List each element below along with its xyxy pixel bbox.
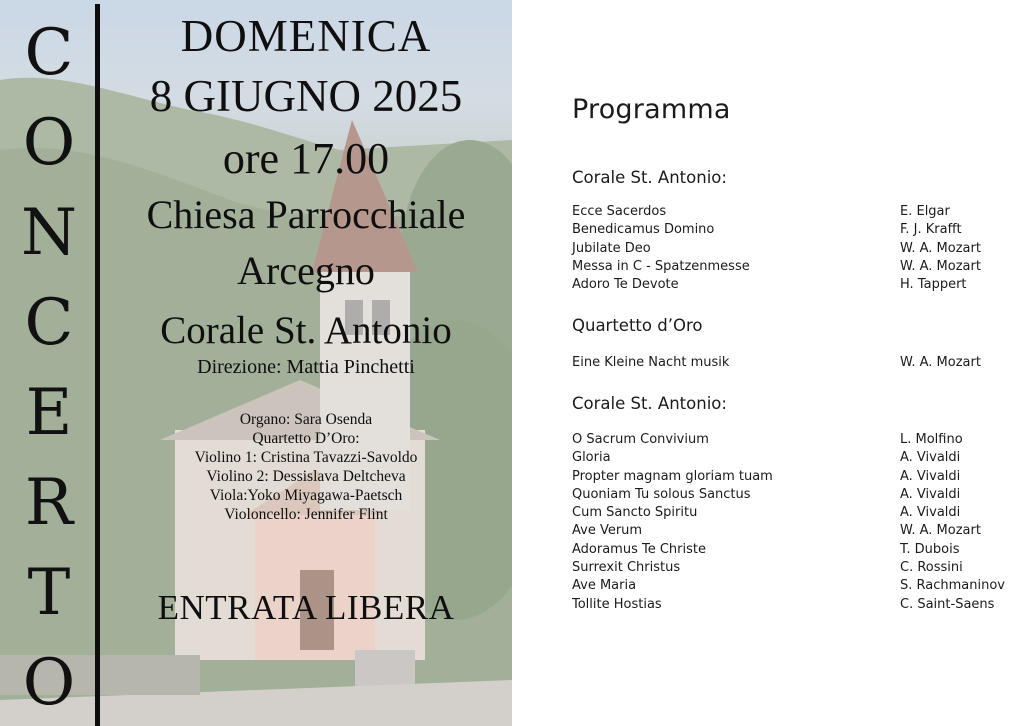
quartet-credit: Quartetto D’Oro: (252, 430, 360, 447)
composer: W. A. Mozart (900, 240, 981, 256)
work-title: Tollite Hostias (572, 596, 662, 612)
program-row (572, 431, 1022, 449)
vertical-letter: E (25, 376, 73, 450)
day-heading: DOMENICA (180, 11, 432, 61)
free-entry-notice: ENTRATA LIBERA (157, 588, 455, 627)
program-title: Programma (572, 94, 731, 125)
work-title: Propter magnam gloriam tuam (572, 468, 773, 484)
work-title: Benedicamus Domino (572, 222, 715, 238)
composer: E. Elgar (900, 204, 950, 219)
vertical-letter: C (24, 16, 74, 90)
work-title: Messa in C - Spatzenmesse (572, 258, 750, 274)
section-heading: Corale St. Antonio: (572, 394, 727, 413)
violin2-credit: Violino 2: Dessislava Deltcheva (206, 468, 406, 485)
composer: L. Molfino (900, 432, 963, 447)
composer: A. Vivaldi (900, 486, 961, 502)
program-row (572, 541, 1022, 559)
program-row (572, 240, 1022, 258)
composer: W. A. Mozart (900, 523, 981, 539)
program-list (572, 203, 1022, 294)
program-row (572, 522, 1022, 540)
vertical-letter: T (27, 556, 71, 630)
work-title: Adoro Te Devote (572, 277, 679, 293)
organ-credit: Organo: Sara Osenda (239, 411, 373, 428)
composer: C. Rossini (900, 560, 963, 576)
program-row (572, 449, 1022, 467)
program-row (572, 559, 1022, 577)
composer: C. Saint-Saens (900, 596, 995, 612)
program-row (572, 221, 1022, 239)
work-title: Surrexit Christus (572, 560, 681, 576)
program-list (572, 354, 1022, 372)
concerto-vertical-title (8, 18, 90, 718)
program-row (572, 468, 1022, 486)
program-panel (512, 0, 1024, 726)
program-row (572, 354, 1022, 372)
vertical-letter: O (22, 646, 76, 720)
venue-line-2: Arcegno (237, 248, 375, 293)
violin1-credit: Violino 1: Cristina Tavazzi-Savoldo (194, 449, 418, 466)
composer: A. Vivaldi (900, 468, 961, 484)
work-title: O Sacrum Convivium (572, 432, 709, 447)
composer: W. A. Mozart (900, 258, 981, 274)
viola-credit: Viola:Yoko Miyagawa-Paetsch (209, 487, 403, 504)
vertical-letter: C (24, 286, 74, 360)
choir-name: Corale St. Antonio (160, 309, 452, 352)
work-title: Jubilate Deo (572, 240, 651, 256)
composer: H. Tappert (900, 277, 967, 293)
direction-line: Direzione: Mattia Pinchetti (197, 356, 415, 378)
composer: F. J. Krafft (900, 222, 962, 238)
program-row (572, 577, 1022, 595)
program-row (572, 203, 1022, 221)
composer: A. Vivaldi (900, 450, 961, 466)
program-row (572, 276, 1022, 294)
venue-line-1: Chiesa Parrocchiale (146, 192, 466, 237)
date-heading: 8 GIUGNO 2025 (149, 71, 463, 121)
program-row (572, 596, 1022, 614)
work-title: Adoramus Te Christe (572, 541, 706, 557)
program-row (572, 486, 1022, 504)
work-title: Ave Verum (572, 523, 643, 539)
composer: S. Rachmaninov (900, 578, 1005, 594)
vertical-letter: R (24, 466, 74, 540)
work-title: Gloria (572, 450, 611, 466)
section-heading: Corale St. Antonio: (572, 168, 727, 187)
work-title: Ecce Sacerdos (572, 204, 667, 219)
program-row (572, 504, 1022, 522)
work-title: Ave Maria (572, 578, 637, 594)
composer: W. A. Mozart (900, 355, 981, 370)
composer: T. Dubois (900, 541, 960, 557)
work-title: Quoniam Tu solous Sanctus (572, 486, 751, 502)
vertical-letter: O (22, 106, 76, 180)
work-title: Eine Kleine Nacht musik (572, 355, 730, 370)
program-row (572, 258, 1022, 276)
work-title: Cum Sancto Spiritu (572, 505, 698, 521)
vertical-letter: N (21, 196, 77, 270)
cello-credit: Violoncello: Jennifer Flint (224, 506, 388, 523)
program-list (572, 431, 1022, 614)
time-heading: ore 17.00 (222, 134, 390, 183)
composer: A. Vivaldi (900, 505, 961, 521)
section-heading: Quartetto d’Oro (572, 316, 703, 335)
